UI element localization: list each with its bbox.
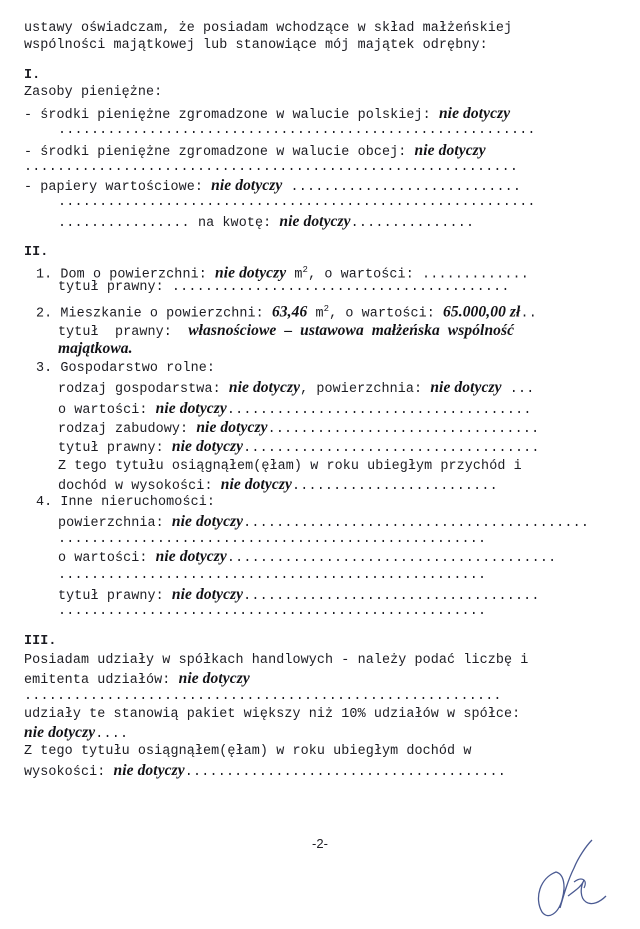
farm-income-value: nie dotyczy — [220, 476, 292, 493]
shares-income-label: wysokości: — [24, 765, 106, 780]
farm-build-value: nie dotyczy — [196, 419, 268, 436]
flat-title-label: tytuł prawny: — [58, 325, 172, 340]
flat-label: 2. Mieszkanie o powierzchni: — [36, 306, 264, 322]
house-title-row: tytuł prawny: ......................................... — [58, 280, 510, 295]
other-area-value: nie dotyczy — [171, 513, 244, 530]
shares-stake-value: nie dotyczy — [24, 724, 96, 741]
shares-line-1: Posiadam udziały w spółkach handlowych - należy podać liczbę i — [24, 653, 529, 668]
farm-area-value: nie dotyczy — [430, 379, 502, 396]
shares-income-row: wysokości: nie dotyczy....................................... — [24, 762, 506, 780]
dotted-line: ............................................................ — [24, 160, 519, 175]
dotted-line: .................................................... — [58, 604, 487, 619]
flat-row: 2. Mieszkanie o powierzchni: 63,46 $m^2$, o wartości: 65.000,00 zł.. — [36, 303, 537, 322]
house-unit-sup: 2 — [302, 265, 309, 275]
farm-title-value: nie dotyczy — [171, 438, 244, 455]
farm-worth-value: nie dotyczy — [155, 400, 227, 417]
flat-unit: m — [315, 306, 324, 322]
dotted-line: .......................................................... — [24, 689, 502, 704]
dotted-line: .................................................... — [58, 568, 487, 583]
house-title-label: tytuł prawny: — [58, 280, 164, 295]
farm-build-label: rodzaj zabudowy: — [58, 422, 189, 437]
other-worth-label: o wartości: — [58, 551, 148, 566]
section-3-header: III. — [24, 634, 57, 649]
farm-title-label: tytuł prawny: — [58, 441, 164, 456]
house-unit: m — [294, 267, 303, 283]
section-1-header: I. — [24, 68, 41, 83]
farm-build-row: rodzaj zabudowy: nie dotyczy................................. — [58, 419, 540, 437]
foreign-funds-value: nie dotyczy — [414, 142, 486, 159]
other-title-value: nie dotyczy — [171, 586, 244, 603]
flat-area-value: 63,46 — [271, 303, 308, 321]
securities-label: - papiery wartościowe: — [24, 180, 203, 195]
shares-stake-line: udziały te stanowią pakiet większy niż 10% udziałów w spółce: — [24, 707, 521, 722]
dotted-line: .......................................................... — [58, 195, 536, 210]
farm-title-row: tytuł prawny: nie dotyczy.................................... — [58, 438, 540, 456]
farm-type-row: rodzaj gospodarstwa: nie dotyczy, powierzchnia: nie dotyczy ... — [58, 379, 535, 397]
securities-value: nie dotyczy — [211, 177, 283, 194]
other-area-label: powierzchnia: — [58, 516, 164, 531]
farm-type-value: nie dotyczy — [228, 379, 301, 396]
amount-value: nie dotyczy — [279, 213, 351, 230]
house-area-value: nie dotyczy — [215, 264, 287, 282]
farm-label: 3. Gospodarstwo rolne: — [36, 361, 215, 376]
amount-row: ................ na kwotę: nie dotyczy............... — [58, 213, 475, 231]
farm-worth-label: o wartości: — [58, 403, 148, 418]
farm-area-label: , powierzchnia: — [300, 382, 423, 397]
section-2-header: II. — [24, 245, 49, 260]
handwritten-signature — [530, 836, 610, 922]
flat-title-row — [58, 322, 640, 341]
farm-type-label: rodzaj gospodarstwa: — [58, 382, 221, 397]
flat-value-label: , o wartości: — [329, 306, 435, 322]
other-title-label: tytuł prawny: — [58, 589, 164, 604]
other-worth-row: o wartości: nie dotyczy........................................ — [58, 548, 557, 566]
shares-issuer-row — [24, 670, 624, 689]
farm-income-label: dochód w wysokości: — [58, 479, 213, 494]
other-property-label: 4. Inne nieruchomości: — [36, 495, 215, 510]
intro-line-1: ustawy oświadczam, że posiadam wchodzące w skład małżeńskiej — [24, 21, 513, 36]
dotted-line: .......................................................... — [58, 123, 536, 138]
amount-label: na kwotę: — [198, 216, 272, 231]
flat-title-value-2: majątkowa. — [58, 340, 133, 357]
flat-title-continuation — [58, 340, 640, 359]
page-number: -2- — [312, 836, 328, 851]
other-area-row: powierzchnia: nie dotyczy.......................................... — [58, 513, 590, 531]
intro-line-2: wspólności majątkowej lub stanowiące mój majątek odrębny: — [24, 38, 488, 53]
flat-title-value-1: własnościowe – ustawowa małżeńska wspólność — [188, 322, 515, 339]
foreign-funds-label: - środki pieniężne zgromadzone w walucie obcej: — [24, 145, 407, 160]
section-1-title: Zasoby pieniężne: — [24, 85, 163, 100]
flat-value: 65.000,00 zł — [443, 303, 521, 321]
securities-row: - papiery wartościowe: nie dotyczy ............................ — [24, 177, 522, 195]
shares-stake-row: nie dotyczy.... — [24, 724, 129, 742]
flat-unit-sup: 2 — [323, 304, 330, 314]
shares-issuer-value: nie dotyczy — [178, 670, 250, 687]
house-row: 1. Dom o powierzchni: nie dotyczy $m^2$, o wartości: ............. — [36, 264, 530, 283]
other-title-row: tytuł prawny: nie dotyczy.................................... — [58, 586, 540, 604]
farm-income-row: dochód w wysokości: nie dotyczy......................... — [58, 476, 498, 494]
shares-income-value: nie dotyczy — [113, 762, 185, 779]
dotted-line: .................................................... — [58, 532, 487, 547]
house-value-label: , o wartości: — [308, 267, 414, 283]
shares-issuer-label: emitenta udziałów: — [24, 673, 171, 688]
pln-funds-value: nie dotyczy — [438, 105, 511, 122]
other-worth-value: nie dotyczy — [155, 548, 227, 565]
farm-worth-row: o wartości: nie dotyczy..................................... — [58, 400, 532, 418]
pln-funds-label: - środki pieniężne zgromadzone w walucie polskiej: — [24, 108, 431, 123]
farm-income-line-1: Z tego tytułu osiągnąłem(ęłam) w roku ubiegłym przychód i — [58, 459, 522, 474]
shares-income-line-1: Z tego tytułu osiągnąłem(ęłam) w roku ubiegłym dochód w — [24, 744, 472, 759]
house-label: 1. Dom o powierzchni: — [36, 267, 207, 283]
